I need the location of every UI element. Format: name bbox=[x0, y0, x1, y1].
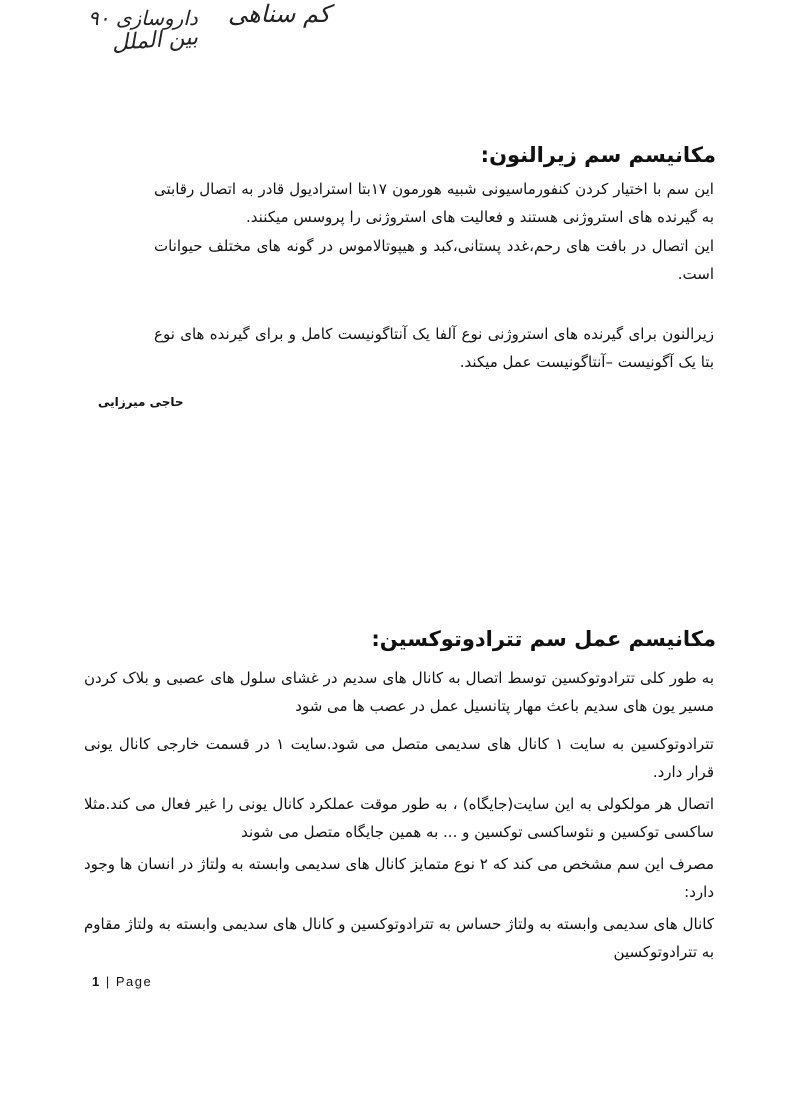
paragraph-zearalenone-2: این اتصال در بافت های رحم،غدد پستانی،کبد و هیپوتالاموس در گونه های مختلف حیوانات است. bbox=[154, 237, 714, 283]
page-separator: | bbox=[105, 974, 111, 989]
page-label: Page bbox=[115, 974, 153, 989]
paragraph-zearalenone-1: این سم با اختیار کردن کنفورماسیونی شبیه هورمون ۱۷بتا استرادیول قادر به اتصال رقابتی به گیرنده های استروژنی هستند و فعالیت های استروژنی را پروسس میکنند. bbox=[154, 180, 714, 226]
paragraph-tetrodotoxin-5: کانال های سدیمی وابسته به ولتاژ حساس به تترادوتوکسین و کانال های سدیمی وابسته به ولتاژ مقاوم به تترادوتوکسین bbox=[84, 915, 714, 961]
paragraph-tetrodotoxin-3: اتصال هر مولکولی به این سایت(جایگاه) ، به طور موقت عملکرد کانال یونی را غیر فعال می کند.مثلا ساکسی توکسین و نئوساکسی توکسین و ... به همین جایگاه متصل می شوند bbox=[84, 795, 714, 841]
handwritten-signature: کم سناهی bbox=[228, 0, 331, 28]
handwritten-international-note: بین الملل bbox=[111, 25, 199, 56]
paragraph-tetrodotoxin-4: مصرف این سم مشخص می کند که ۲ نوع متمایز کانال های سدیمی وابسته به ولتاژ در انسان ها وجود دارد: bbox=[84, 855, 715, 901]
author-name: حاجی میرزایی bbox=[98, 395, 184, 409]
page-footer bbox=[92, 974, 152, 989]
handwritten-course-note: داروسازی ۹۰ bbox=[88, 6, 198, 30]
section-title-tetrodotoxin: مکانیسم عمل سم تترادوتوکسین: bbox=[371, 627, 716, 651]
page-number: 1 bbox=[92, 974, 101, 989]
paragraph-tetrodotoxin-1: به طور کلی تترادوتوکسین توسط اتصال به کانال های سدیم در غشای سلول های عصبی و بلاک کردن مسیر یون های سدیم باعث مهار پتانسیل عمل در عصب ها می شود bbox=[84, 669, 714, 715]
paragraph-tetrodotoxin-2: تترادوتوکسین به سایت ۱ کانال های سدیمی متصل می شود.سایت ۱ در قسمت خارجی کانال یونی قرار دارد. bbox=[84, 735, 714, 781]
paragraph-zearalenone-3: زیرالنون برای گیرنده های استروژنی نوع آلفا یک آنتاگونیست کامل و برای گیرنده های نوع بتا یک آگونیست –آنتاگونیست عمل میکند. bbox=[154, 325, 714, 371]
section-title-zearalenone: مکانیسم سم زیرالنون: bbox=[480, 143, 716, 167]
